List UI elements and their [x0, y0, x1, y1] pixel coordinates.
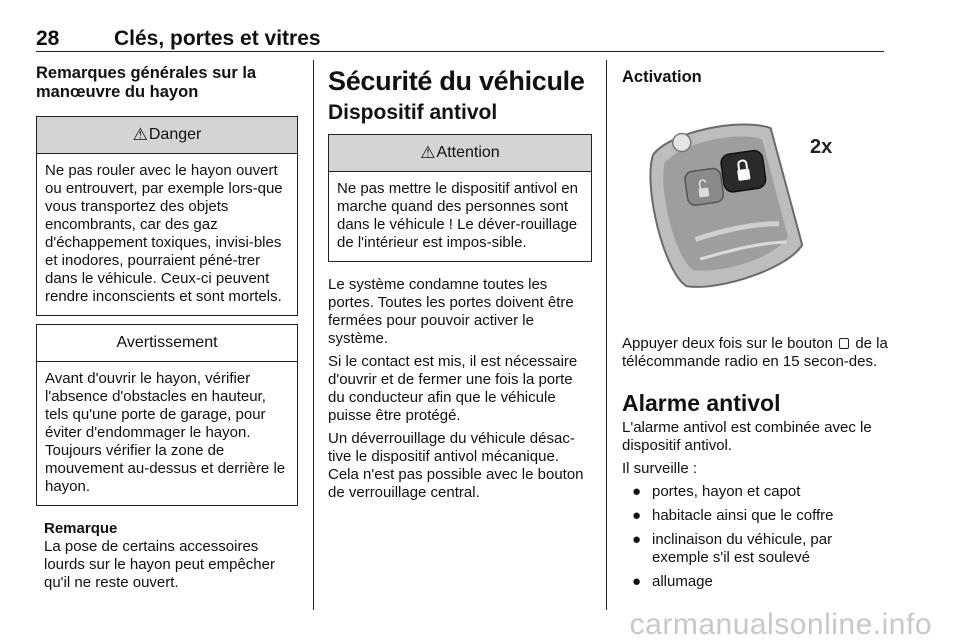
- press-count-label: 2x: [810, 136, 833, 158]
- list-item-text: portes, hayon et capot: [652, 483, 801, 500]
- section-subtitle: Dispositif antivol: [328, 101, 498, 124]
- column-right: [622, 60, 888, 597]
- activation-heading: Activation: [622, 68, 702, 86]
- activation-text: [622, 335, 888, 371]
- page-header: [36, 27, 884, 52]
- bullet-icon: ●: [632, 507, 642, 524]
- page-number: 28: [36, 27, 60, 50]
- attention-title: Attention: [436, 144, 500, 161]
- column-left: [36, 60, 298, 592]
- warning-box: [36, 324, 298, 506]
- paragraph: Le système condamne toutes les portes. Toutes les portes doivent être fermées pour pouvoir activer le système.: [328, 276, 574, 347]
- attention-box-header: [329, 135, 591, 172]
- danger-text: Ne pas rouler avec le hayon ouvert ou entrouvert, par exemple lors-que vous transportez des objets encombrants, car des gaz d'échappement toxiques, invisi-bles et inodores, pourraient péné-trer dans le véhicule. Ceux-ci peuvent rendre inconscients et sont mortels.: [45, 162, 283, 305]
- danger-title: Danger: [148, 126, 202, 143]
- section-title: Sécurité du véhicule: [328, 66, 585, 96]
- attention-box: [328, 134, 592, 262]
- danger-box: [36, 116, 298, 316]
- remark-text: La pose de certains accessoires lourds sur le hayon peut empêcher qu'il ne reste ouvert.: [44, 538, 275, 591]
- warning-triangle-icon: ⚠: [420, 143, 436, 162]
- paragraph: Si le contact est mis, il est nécessaire d'ouvrir et de fermer une fois la porte du conducteur afin que le véhicule puisse être protégé.: [328, 353, 578, 424]
- monitor-label: Il surveille :: [622, 460, 698, 477]
- watermark: carmanualsonline.info: [629, 608, 932, 641]
- warning-triangle-icon: ⚠: [132, 125, 148, 144]
- list-item: [622, 531, 888, 567]
- column-middle: [328, 60, 592, 507]
- lock-button-icon: [839, 338, 849, 349]
- activation-text-before: Appuyer deux fois sur le bouton: [622, 335, 833, 352]
- monitor-list: [622, 483, 888, 591]
- danger-box-header: [37, 117, 297, 154]
- list-item: [622, 507, 888, 525]
- bullet-icon: ●: [632, 531, 642, 548]
- chapter-title: Clés, portes et vitres: [114, 27, 321, 50]
- list-item-text: inclinaison du véhicule, par exemple s'il est soulevé: [652, 531, 833, 566]
- column-divider: [606, 60, 607, 610]
- warning-title: Avertissement: [116, 334, 218, 351]
- bullet-icon: ●: [632, 483, 642, 500]
- alarm-text: L'alarme antivol est combinée avec le dispositif antivol.: [622, 419, 872, 454]
- attention-text: Ne pas mettre le dispositif antivol en marche quand des personnes sont dans le véhicule ! Le déver-rouillage de l'intérieur est impos-sible.: [337, 180, 578, 251]
- list-item: [622, 573, 888, 591]
- remote-key-illustration: [622, 101, 888, 321]
- alarm-heading: Alarme antivol: [622, 390, 781, 416]
- column-divider: [313, 60, 314, 610]
- activation-text-after: de la télécommande radio en 15 secon-des.: [622, 335, 888, 370]
- warning-box-header: [37, 325, 297, 362]
- list-item: [622, 483, 888, 501]
- bullet-icon: ●: [632, 573, 642, 590]
- paragraph: Un déverrouillage du véhicule désac-tive le dispositif antivol mécanique. Cela n'est pas possible avec le bouton de verrouillage central.: [328, 430, 584, 501]
- section-heading: Remarques générales sur la manœuvre du hayon: [36, 64, 257, 101]
- list-item-text: allumage: [652, 573, 713, 590]
- warning-text: Avant d'ouvrir le hayon, vérifier l'absence d'obstacles en hauteur, tels qu'une porte de garage, pour éviter d'endommager le hayon. Toujours vérifier la zone de mouvement au-dessus et derrière le hayon.: [45, 370, 286, 495]
- list-item-text: habitacle ainsi que le coffre: [652, 507, 834, 524]
- remark-title: Remarque: [44, 520, 118, 537]
